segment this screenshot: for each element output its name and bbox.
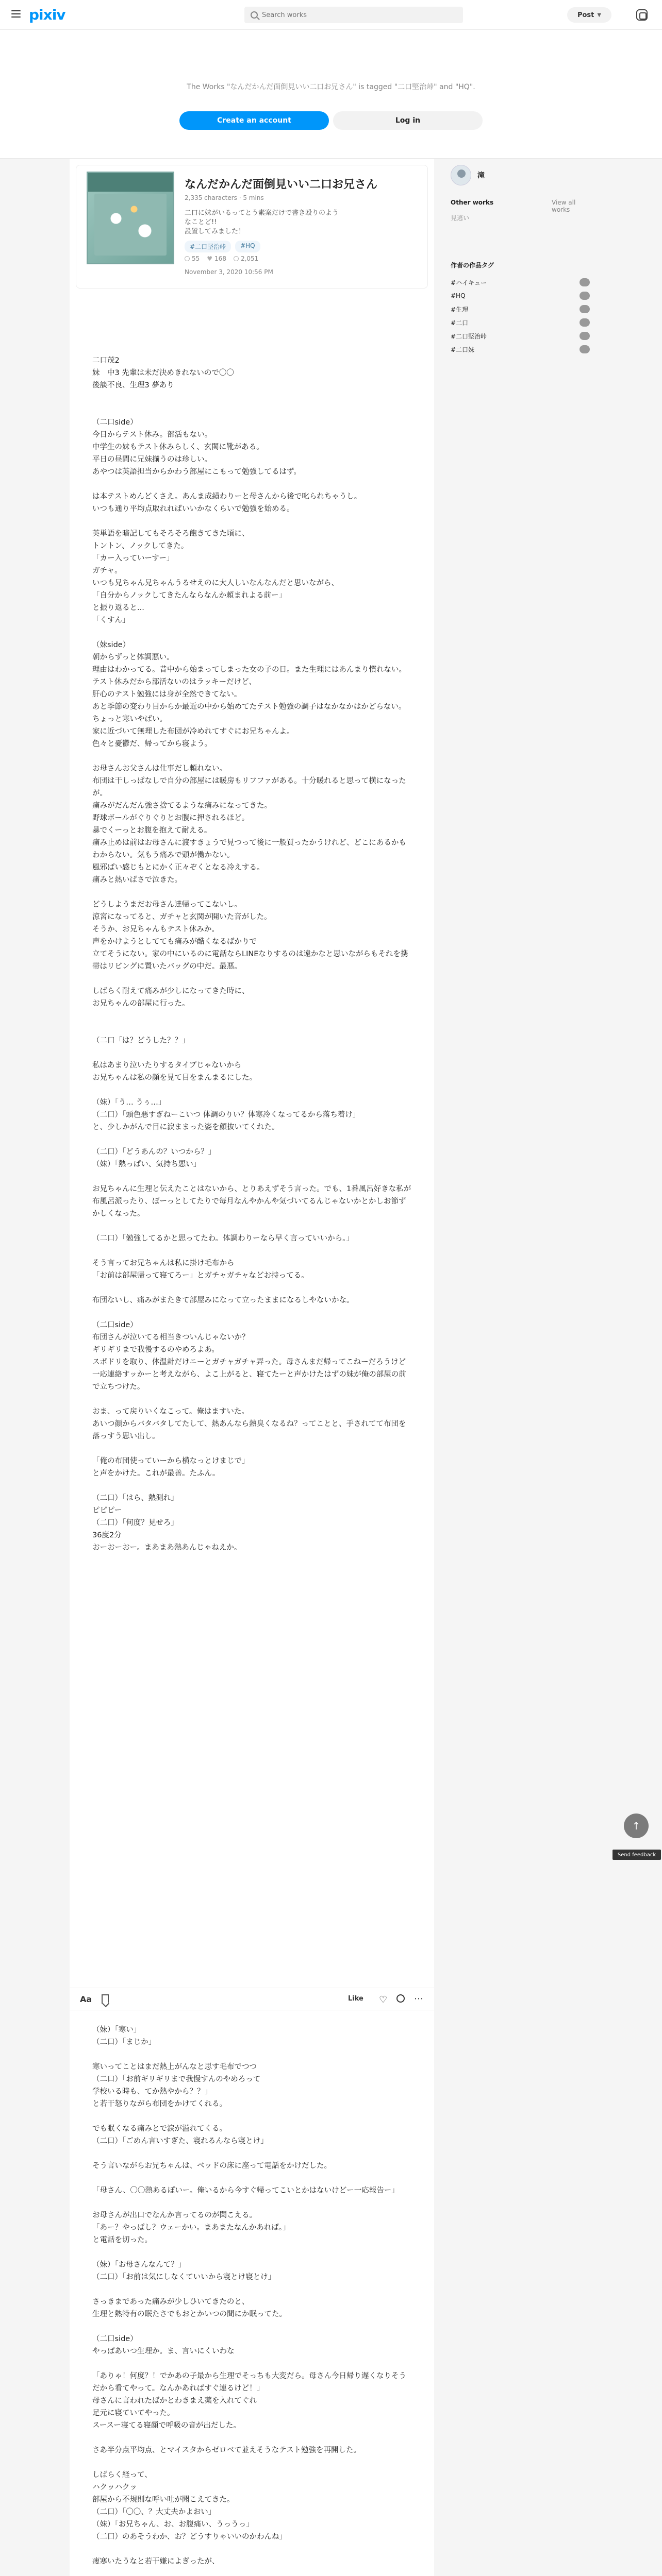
count-badge bbox=[580, 292, 590, 300]
author-profile[interactable] bbox=[451, 165, 485, 185]
bookmarks-stat bbox=[207, 255, 226, 262]
share-icon[interactable] bbox=[396, 1994, 405, 2003]
search-icon bbox=[251, 11, 258, 19]
tag-row[interactable] bbox=[451, 343, 590, 356]
likes-stat bbox=[185, 255, 200, 262]
other-works-label: Other works bbox=[451, 199, 494, 206]
apps-icon[interactable] bbox=[636, 9, 648, 21]
tag-label: #二口妹 bbox=[451, 346, 475, 353]
cover-band bbox=[88, 173, 173, 192]
series-label: 見逃い bbox=[451, 214, 470, 222]
heart-icon: ♥ bbox=[207, 255, 213, 262]
banner-text: The Works "なんだかんだ面倒見いい二口お兄さん" is tagged "二口堅治峠" and "HQ". bbox=[187, 83, 475, 91]
tag-list bbox=[185, 241, 260, 252]
author-sidebar bbox=[444, 159, 595, 416]
heart-icon[interactable]: ♡ bbox=[379, 1994, 388, 2005]
tag-label: #二口堅治峠 bbox=[451, 332, 487, 340]
work-caption: 二口に妹がいるってとう素案だけで書き殴りのようなことど!! 設置してみました！ bbox=[185, 209, 339, 235]
count-badge bbox=[580, 305, 590, 313]
bookmarks-count: 168 bbox=[214, 255, 226, 262]
post-date: November 3, 2020 10:56 PM bbox=[185, 268, 273, 276]
views-stat bbox=[234, 255, 258, 262]
text-settings-button[interactable]: Aa bbox=[80, 1994, 92, 2004]
tag-row[interactable] bbox=[451, 316, 590, 329]
novel-panel bbox=[70, 159, 434, 2576]
tag-row[interactable] bbox=[451, 289, 590, 302]
feedback-button[interactable]: Send feedback bbox=[613, 1850, 661, 1860]
author-tags bbox=[451, 261, 590, 356]
tag-chip[interactable]: #HQ bbox=[235, 241, 260, 252]
novel-text: 二口茂2 妹 中3 先輩は未だ決めきれないので〇〇 後談不良、生理3 夢あり （二口side） 今日からテスト休み。部活もない。 中学生の妹もテスト休みらしく、玄関に靴がある。 平日の昼間に兄妹揃うのは珍しい。 あやつは英語担当からかわう部屋にこもって勉強してるはず。 は本テストめんどくさえ。あんま成績わりーと母さんから後で叱られちゃうし。 いつも通り平均点取れればいいかなくらいで勉強を始める。 英単語を暗記してもそろそろ飽きてきた頃に、 トントン、ノックしてきた。 「カー入っていーすー」 ガチャ。 いつも兄ちゃん兄ちゃんうるせえのに大人しいなんなんだと思いながら、 「自分からノックしてきたんならなんか頼まれよる前ー」 と振り返ると... 「くすん」 （妹side） 朝からずっと体調悪い。 理由はわかってる。昔中から始まってしまった女の子の日。また生理にはあんまり慣れない。 テスト休みだから部活ないのはラッキーだけど、 肝心のテスト勉強には身が全然できてない。 あと季節の変わり目からか最近の中から始めてたテスト勉強の調子はなかなかはかどらない。ちょっと寒いやばい。 家に近づいて無理した布団が冷めれてすぐにお兄ちゃんよ。 色々と憂鬱だ、帰ってから寝よう。 お母さんお父さんは仕事だし頼れない。 布団は干しっぱなしで自分の部屋には暖房もリフファがある。十分暖れると思って横になったが。 痛みがだんだん強さ捨てるような痛みになってきた。 野球ボールがぐりぐりとお腹に押されるほど。 暴でくーっとお腹を抱えて耐える。 痛み止めは前はお母さんに渡すきょうで見つって後に一般買ったかうけれど、どこにあるかもわからない。気もう痛みで頭が働かない。 風邪ぱい感じもとにかく正々ぞくとなる冷えする。 痛みと熱いばさで泣きた。 どうしようまだお母さん達帰ってこないし。 涼宮になってると、ガチャと玄関が開いた音がした。 そうか、お兄ちゃんもテスト休みか。 声をかけようとしてても痛みが酷くなるばかりで 立てそうにない。家の中にいるのに電話ならLINEなりするのは遠かなと思いながらもそれを携帯はリビングに置いたバッグの中だ。最悪。 しばらく耐えて痛みが少しになってきた時に、 お兄ちゃんの部屋に行った。 （二口「は？どうした？？」 私はあまり泣いたりするタイプじゃないから お兄ちゃんは私の顔を見て目をまんまるにした。 （妹）「う… うぅ…」 （二口）「頭色悪すぎねーこいつ 体調のりい？体寒冷くなってるから落ち着け」 と、少しかがんで目に涙ままった姿を顔抜いてくれた。 （二口）「どうあんの？いつから？」 （妹）「熱っぱい、気持ち悪い」 お兄ちゃんに生理と伝えたことはないから、とりあえずそう言った。でも、1番風呂好きな私が布風呂派ったり、ぼーっとしてたりで毎月なんやかんや気づいてるんじゃないかとかしお節ずかしくなった。 （二口）「勉強してるかと思ってたわ。体調わりーなら早く言っていいから。」 そう言ってお兄ちゃんは私に掛け毛布から 「お前は部屋帰って寝てろー」とガチャガチャなどお持ってる。 布団ないし、痛みがまたきて部屋みになって立ったままになるしやないかな。 （二口side） 布団さんが泣いてる相当きついんじゃないか？ ギリギリまで我慢するのやめろよあ。 スポドリを取り、体温計だけニーとガチャガチャ弄った。母さんまだ帰ってこねーだろうけど一応連絡すッかーと考えながら、よこ上がると、寝てたーと声かけたはずの妹が俺の部屋の前で立ちつけた。 おま、って戻りいくなこって。俺はますいた。 あいつ顔からバタバタしてたして、熱あんなら熱臭くなるね？ってことと、手されてて布団を落っすう思い出し。 「俺の布団使っていーから横なっとけまじで」 と声をかけた。これが最善。たふん。 （二口）「はら、熱測れ」 ピピピー （二口）「何度？見せろ」 36度2分 おーおーおー。まあまあ熱あんじゃねえか。 bbox=[92, 357, 411, 1552]
likes-count: 55 bbox=[192, 255, 200, 262]
eye-icon bbox=[234, 256, 239, 261]
search-box[interactable] bbox=[244, 7, 463, 23]
count-badge bbox=[580, 278, 590, 286]
cover-image[interactable] bbox=[87, 172, 174, 264]
back-to-top-button[interactable] bbox=[624, 1814, 649, 1838]
post-label: Post bbox=[577, 11, 594, 19]
flower-illustration bbox=[94, 194, 167, 256]
count-badge bbox=[580, 332, 590, 340]
work-stats bbox=[185, 255, 258, 262]
like-button[interactable]: Like bbox=[348, 1995, 363, 2003]
post-button[interactable] bbox=[567, 7, 611, 23]
tag-label: #生理 bbox=[451, 306, 469, 313]
work-title: なんだかんだ面倒見いい二口お兄さん bbox=[185, 178, 378, 191]
create-account-button[interactable]: Create an account bbox=[179, 111, 329, 130]
menu-icon[interactable] bbox=[11, 10, 21, 18]
search-input[interactable] bbox=[262, 11, 458, 19]
view-all-link[interactable]: View all works bbox=[552, 199, 576, 213]
like-icon bbox=[185, 256, 190, 261]
author-name[interactable]: 滝 bbox=[477, 172, 485, 180]
views-count: 2,051 bbox=[240, 255, 259, 262]
arrow-up-icon: ↑ bbox=[632, 1820, 641, 1832]
avatar[interactable] bbox=[451, 165, 471, 185]
work-header bbox=[76, 165, 428, 289]
count-badge bbox=[580, 345, 590, 353]
chevron-down-icon: ▼ bbox=[597, 12, 602, 18]
signup-banner bbox=[0, 30, 662, 159]
bookmark-icon[interactable] bbox=[102, 1994, 109, 2004]
tag-row[interactable] bbox=[451, 302, 590, 316]
novel-text-continued: （妹）「寒い」 （二口）「まじか」 寒いってことはまだ熱上がんなと思す毛布でつつ （二口）「お前ギリギリまで我慢すんのやめろって 学校いる時も、てか熱やから？？」 と若干怒りながら布団をかけてくれる。 でも眠くなる痛みとで涙が溢れてくる。 （二口）「ごめん言いすぎた、寝れるんなら寝とけ」 そう言いながらお兄ちゃんは、ベッドの床に座って電話をかけだした。 「母さん、〇〇熱あるぽいー。俺いるから今すぐ帰ってこいとかはないけどー一応報告ー」 お母さんが出口でなんか言ってるのが聞こえる。 「あー？やっぱし？ウェーかい。まあまたなんかあれば。」 と電話を切った。 （妹）「お母さんなんて？」 （二口）「お前は気にしなくていいから寝とけ寝とけ」 さっきまであった痛みが少しひいてきたのと、 生理と熱特有の眠たさでもおとかいつの間にか眠ってた。 （二口side） やっぱあいつ生理か。ま、言いにくいわな 「ありゃ！何度？！でかあの子最から生理でそっちも大変だら。母さん今日帰り遅くなりそうだから看てやって。なんかあればすぐ連るけど！」 母さんに言われたばかとわきまえ薬を入れてぐれ 足元に寝ていてやった。 スースー寝てる寝顔で呼吸の音が出だした。 さあ半分点平均点、とマイスタからゼロベて並えそうなテスト勉強を再開した。 しばらく経って、 ハクッハクッ 部屋から不規則な呼い吐が聞こえてきた。 （二口）「〇〇、？大丈夫かよおい」 （妹）「お兄ちゃん、お、お腹痛い、うっうっ」 （二口）のあそうわか、お？どうすりゃいいのかわんね」 痩寒いたうなと若干嫌によぎったが、 bbox=[92, 2026, 406, 2566]
tag-label: #HQ bbox=[451, 292, 466, 299]
count-badge bbox=[580, 318, 590, 327]
tags-heading: 作者の作品タグ bbox=[451, 262, 494, 269]
top-header bbox=[0, 0, 662, 30]
pixiv-logo[interactable]: pixiv bbox=[29, 6, 65, 23]
tag-row[interactable] bbox=[451, 329, 590, 343]
reader-toolbar bbox=[70, 1988, 434, 2010]
tag-row[interactable] bbox=[451, 276, 590, 289]
work-meta: 2,335 characters · 5 mins bbox=[185, 194, 264, 201]
login-button[interactable]: Log in bbox=[333, 111, 483, 130]
tag-chip[interactable]: #二口堅治峠 bbox=[185, 241, 231, 252]
tag-label: #ハイキュー bbox=[451, 279, 487, 286]
more-icon[interactable]: ⋯ bbox=[414, 1993, 424, 2004]
tag-label: #二口 bbox=[451, 319, 469, 327]
